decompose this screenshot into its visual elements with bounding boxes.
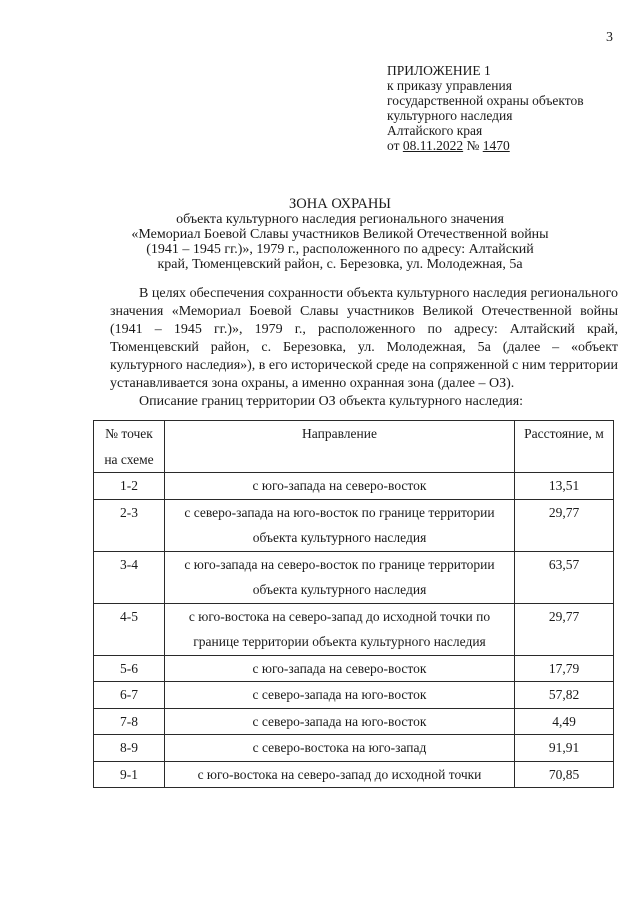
annex-line: культурного наследия <box>387 108 513 123</box>
header-point-numbers: № точек на схеме <box>94 421 165 473</box>
annex-date-prefix: от <box>387 138 400 153</box>
cell-distance: 91,91 <box>515 735 614 762</box>
cell-points: 1-2 <box>94 473 165 500</box>
heading-line: «Мемориал Боевой Славы участников Великой Отечественной войны <box>131 227 549 242</box>
annex-number: 1470 <box>482 138 510 153</box>
cell-points: 3-4 <box>94 551 165 603</box>
cell-direction: с северо-запада на юго-восток по границе территории объекта культурного наследия <box>165 499 515 551</box>
cell-points: 4-5 <box>94 603 165 655</box>
table-row <box>94 551 614 603</box>
cell-distance: 70,85 <box>515 761 614 788</box>
document-heading <box>80 197 600 272</box>
cell-points: 7-8 <box>94 708 165 735</box>
cell-points: 5-6 <box>94 655 165 682</box>
table-row <box>94 682 614 709</box>
cell-points: 8-9 <box>94 735 165 762</box>
boundary-table <box>93 420 614 788</box>
table-row <box>94 603 614 655</box>
cell-points: 6-7 <box>94 682 165 709</box>
body-text <box>110 285 618 411</box>
annex-date: 08.11.2022 <box>402 138 464 153</box>
table-row <box>94 761 614 788</box>
table-row <box>94 735 614 762</box>
intro-paragraph: В целях обеспечения сохранности объекта культурного наследия регионального значения «Мемориал Боевой Славы участников Великой Отечественной войны (1941 – 1945 гг.)», 1979 г., расположенного по адресу: Алтайский край, Тюменцевский район, с. Березовка, ул. Молодежная, 5а (далее – «объект культурного наследия»), в его исторической среде на сопряженной с ним территории устанавливается зона охраны, а именно охранная зона (далее – ОЗ). <box>110 286 618 391</box>
header-distance: Расстояние, м <box>515 421 614 473</box>
table-row <box>94 708 614 735</box>
heading-line: (1941 – 1945 гг.)», 1979 г., расположенного по адресу: Алтайский <box>146 242 534 257</box>
heading-line: объекта культурного наследия регионального значения <box>176 212 504 227</box>
table-row <box>94 499 614 551</box>
cell-distance: 63,57 <box>515 551 614 603</box>
cell-direction: с юго-запада на северо-восток по границе территории объекта культурного наследия <box>165 551 515 603</box>
cell-points: 2-3 <box>94 499 165 551</box>
table-row <box>94 655 614 682</box>
heading-line: край, Тюменцевский район, с. Березовка, ул. Молодежная, 5а <box>157 257 523 272</box>
annex-date-line <box>387 138 584 153</box>
cell-direction: с юго-востока на северо-запад до исходной точки <box>165 761 515 788</box>
cell-distance: 57,82 <box>515 682 614 709</box>
cell-distance: 13,51 <box>515 473 614 500</box>
annex-line: государственной охраны объектов <box>387 93 584 108</box>
cell-distance: 29,77 <box>515 603 614 655</box>
annex-line: Алтайского края <box>387 123 483 138</box>
cell-direction: с юго-запада на северо-восток <box>165 473 515 500</box>
cell-direction: с северо-запада на юго-восток <box>165 682 515 709</box>
cell-direction: с северо-запада на юго-восток <box>165 708 515 735</box>
cell-points: 9-1 <box>94 761 165 788</box>
annex-line: к приказу управления <box>387 78 512 93</box>
annex-number-sign: № <box>466 138 480 153</box>
cell-distance: 29,77 <box>515 499 614 551</box>
table-header-row <box>94 421 614 473</box>
page-number: 3 <box>606 30 613 45</box>
cell-direction: с юго-востока на северо-запад до исходной точки по границе территории объекта культурного наследия <box>165 603 515 655</box>
table-row <box>94 473 614 500</box>
cell-direction: с юго-запада на северо-восток <box>165 655 515 682</box>
cell-direction: с северо-востока на юго-запад <box>165 735 515 762</box>
header-direction: Направление <box>165 421 515 473</box>
cell-distance: 17,79 <box>515 655 614 682</box>
cell-distance: 4,49 <box>515 708 614 735</box>
annex-header <box>387 63 584 153</box>
description-lead: Описание границ территории ОЗ объекта культурного наследия: <box>139 394 524 409</box>
annex-title: ПРИЛОЖЕНИЕ 1 <box>387 63 491 78</box>
document-title: ЗОНА ОХРАНЫ <box>289 196 391 212</box>
